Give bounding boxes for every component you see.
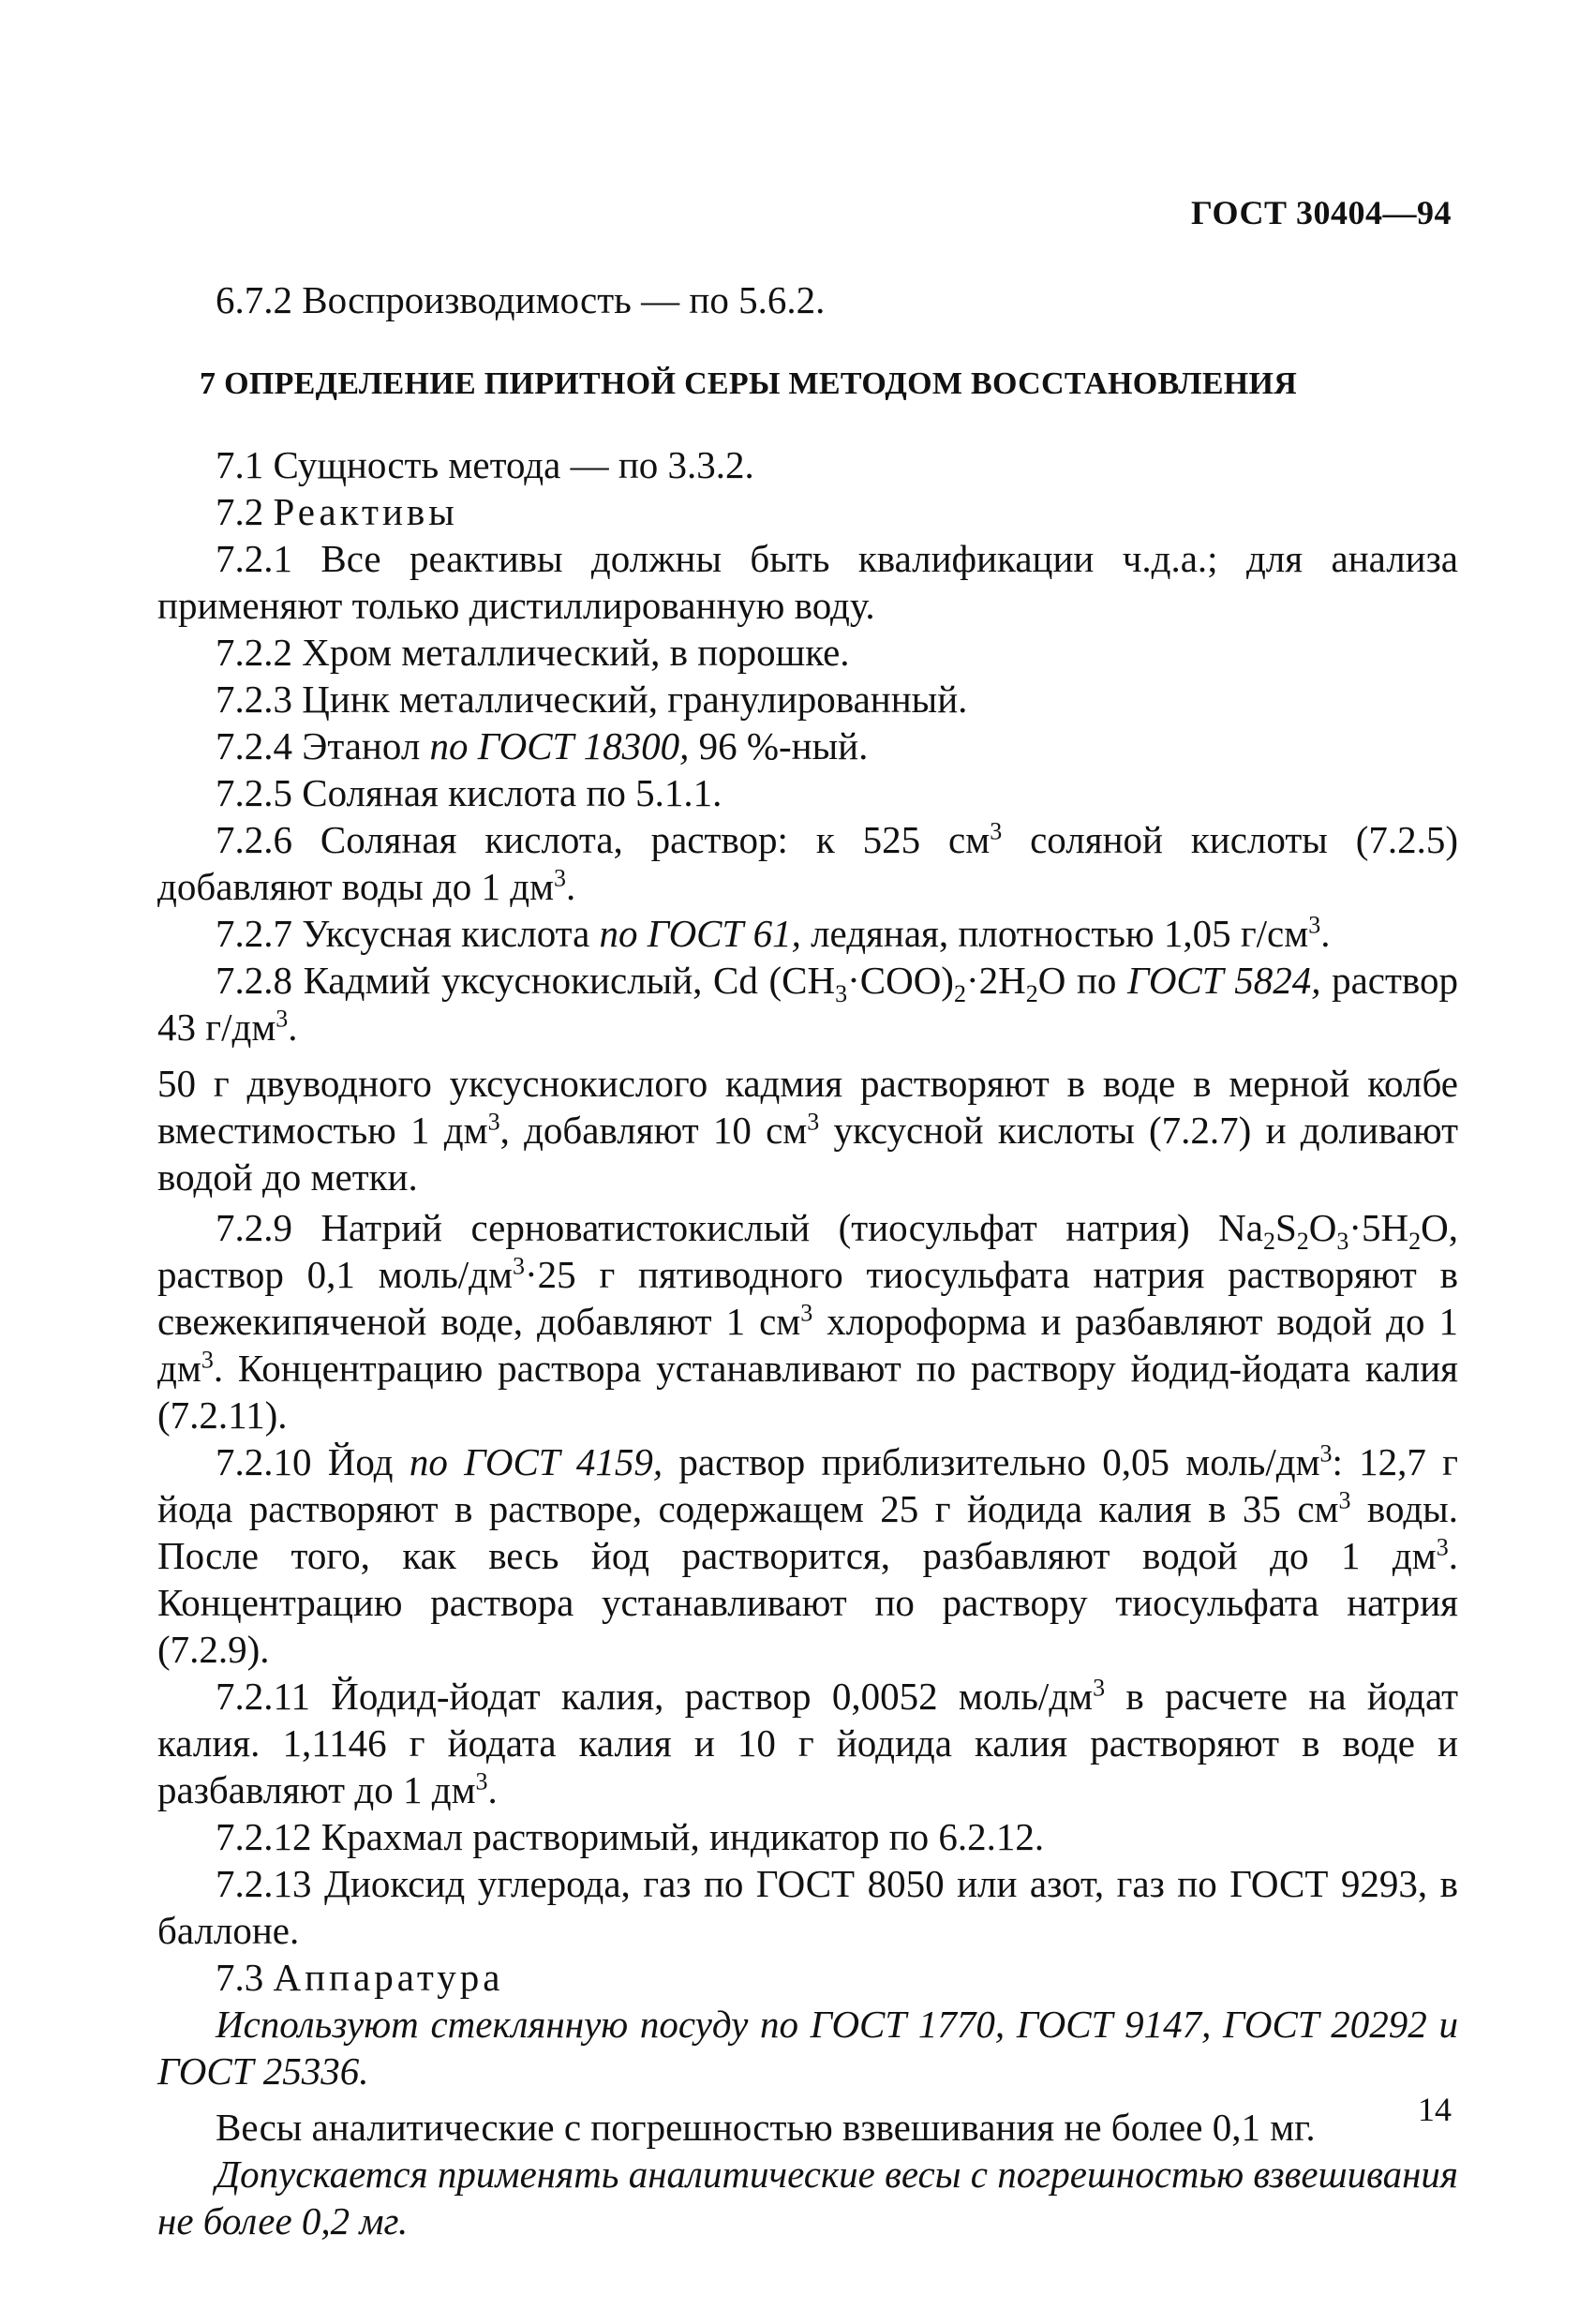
clause-7-2-2: 7.2.2 Хром металлический, в порошке. <box>216 631 850 674</box>
clause-7-3-balance: Весы аналитические с погрешностью взвешивания не более 0,1 мг. <box>216 2106 1316 2149</box>
superscript: 3 <box>807 1108 820 1136</box>
standard-reference: ГОСТ 5824, <box>1127 959 1321 1002</box>
text-fragment: 7.2.9 Натрий серноватистокислый (тиосульфат натрия) Na <box>216 1206 1263 1249</box>
clause-7-2-3: 7.2.3 Цинк металлический, гранулированный. <box>216 678 968 721</box>
text-fragment: ·COO) <box>847 959 954 1002</box>
clause-7-2-7 <box>157 910 1458 957</box>
section-7-heading: 7 ОПРЕДЕЛЕНИЕ ПИРИТНОЙ СЕРЫ МЕТОДОМ ВОССТАНОВЛЕНИЯ <box>200 366 1298 401</box>
text-fragment: . <box>288 1006 298 1049</box>
clause-7-2-title-text: Реактивы <box>273 490 458 533</box>
superscript: 3 <box>1319 1439 1333 1467</box>
superscript: 3 <box>201 1346 214 1374</box>
subscript: 2 <box>1408 1228 1422 1256</box>
text-fragment: . <box>1320 912 1331 955</box>
clause-6-7-2: 6.7.2 Воспроизводимость — по 5.6.2. <box>216 278 826 321</box>
text-fragment: раствор приблизительно 0,05 моль/дм <box>663 1440 1320 1483</box>
text-fragment: ·2H <box>965 959 1026 1002</box>
superscript: 3 <box>1436 1533 1449 1561</box>
clause-7-2-number: 7.2 <box>216 490 264 533</box>
text-fragment: O по <box>1037 959 1128 1002</box>
clause-7-2-1: 7.2.1 Все реактивы должны быть квалификации ч.д.а.; для анализа применяют только дистиллированную воду. <box>157 537 1458 627</box>
text-fragment: . <box>566 865 576 908</box>
clause-7-2-6 <box>157 816 1458 910</box>
text-fragment: ·25 г пятиводного тиосульфата натрия растворяют в свежекипяченой воде, добавляют 1 см <box>157 1253 1459 1343</box>
text-fragment: O, раствор 0,1 моль/дм <box>157 1206 1458 1296</box>
superscript: 3 <box>487 1108 500 1136</box>
clause-7-3-title <box>157 1954 1458 2001</box>
superscript: 3 <box>475 1767 488 1795</box>
subscript: 3 <box>835 980 848 1008</box>
clause-7-3-number: 7.3 <box>216 1956 264 1999</box>
superscript: 3 <box>1093 1674 1106 1702</box>
clause-7-3-balance-note: Допускается применять аналитические весы с погрешностью взвешивания не более 0,2 мг. <box>157 2153 1458 2242</box>
superscript: 3 <box>554 864 567 892</box>
subscript: 3 <box>1336 1228 1349 1256</box>
standard-reference: по ГОСТ 61, <box>599 912 801 955</box>
text-fragment: ·5H <box>1348 1206 1409 1249</box>
superscript: 3 <box>276 1005 289 1033</box>
clause-7-3-title-text: Аппаратура <box>273 1956 504 1999</box>
subscript: 2 <box>953 980 966 1008</box>
text-fragment: O <box>1308 1206 1337 1249</box>
text-fragment: . <box>487 1768 498 1811</box>
clause-7-2-title <box>157 488 1458 535</box>
page-number: 14 <box>1418 2091 1452 2128</box>
clause-7-2-4 <box>157 723 1458 769</box>
clause-7-2-9 <box>157 1204 1458 1438</box>
text-fragment: 7.2.6 Соляная кислота, раствор: к 525 см <box>216 818 991 861</box>
superscript: 3 <box>513 1252 525 1280</box>
text-fragment: : 12,7 г йода растворяют в растворе, содержащем 25 г йодида калия в 35 см <box>157 1440 1458 1530</box>
text-fragment: хлороформа и разбавляют водой до 1 дм <box>157 1300 1458 1390</box>
text-fragment: 7.2.8 Кадмий уксуснокислый, Cd (CH <box>216 959 836 1002</box>
clause-7-2-11 <box>157 1673 1458 1813</box>
text-fragment: . Концентрацию раствора устанавливают по раствору тиосульфата натрия (7.2.9). <box>157 1534 1458 1671</box>
standard-reference: по ГОСТ 4159, <box>409 1440 663 1483</box>
text-fragment: 7.2.7 Уксусная кислота <box>216 912 600 955</box>
text-fragment: уксусной кислоты (7.2.7) и доливают водой до метки. <box>157 1109 1458 1199</box>
document-code-header: ГОСТ 30404—94 <box>1191 194 1452 231</box>
clause-7-2-8-paragraph-2 <box>157 1060 1458 1200</box>
clause-7-3-glassware: Используют стеклянную посуду по ГОСТ 1770, ГОСТ 9147, ГОСТ 20292 и ГОСТ 25336. <box>157 2003 1458 2093</box>
text-fragment: S <box>1274 1206 1297 1249</box>
text-fragment: соляной кислоты (7.2.5) добавляют воды до 1 дм <box>157 818 1459 908</box>
text-fragment: 96 %-ный. <box>689 724 869 767</box>
text-fragment: в расчете на йодат калия. 1,1146 г йодата калия и 10 г йодида калия растворяют в воде и разбавляют до 1 дм <box>157 1675 1458 1811</box>
clause-7-2-8 <box>157 957 1458 1050</box>
subscript: 2 <box>1262 1228 1275 1256</box>
superscript: 3 <box>1338 1486 1351 1514</box>
clause-7-2-10 <box>157 1438 1458 1673</box>
superscript: 3 <box>1308 911 1321 939</box>
page-content <box>157 276 1458 2244</box>
text-fragment: . Концентрацию раствора устанавливают по раствору йодид-йодата калия (7.2.11). <box>157 1347 1458 1437</box>
text-fragment: 7.2.11 Йодид-йодат калия, раствор 0,0052 моль/дм <box>216 1675 1094 1718</box>
text-fragment: ледяная, плотностью 1,05 г/см <box>800 912 1309 955</box>
clause-7-2-5: 7.2.5 Соляная кислота по 5.1.1. <box>216 771 723 814</box>
text-fragment: 7.2.10 Йод <box>216 1440 410 1483</box>
text-fragment: раствор 43 г/дм <box>157 959 1458 1049</box>
standard-reference: по ГОСТ 18300, <box>429 724 690 767</box>
subscript: 2 <box>1296 1228 1309 1256</box>
clause-7-1: 7.1 Сущность метода — по 3.3.2. <box>216 443 754 486</box>
superscript: 3 <box>990 817 1003 845</box>
text-fragment: 50 г двуводного уксуснокислого кадмия растворяют в воде в мерной колбе вместимостью 1 дм <box>157 1062 1458 1152</box>
subscript: 2 <box>1025 980 1038 1008</box>
clause-7-2-12: 7.2.12 Крахмал растворимый, индикатор по 6.2.12. <box>216 1815 1045 1858</box>
text-fragment: 7.2.4 Этанол <box>216 724 430 767</box>
text-fragment: , добавляют 10 см <box>499 1109 808 1152</box>
superscript: 3 <box>800 1299 813 1327</box>
text-fragment: воды. После того, как весь йод растворится, разбавляют водой до 1 дм <box>157 1487 1458 1577</box>
clause-7-2-13: 7.2.13 Диоксид углерода, газ по ГОСТ 8050 или азот, газ по ГОСТ 9293, в баллоне. <box>157 1862 1458 1952</box>
